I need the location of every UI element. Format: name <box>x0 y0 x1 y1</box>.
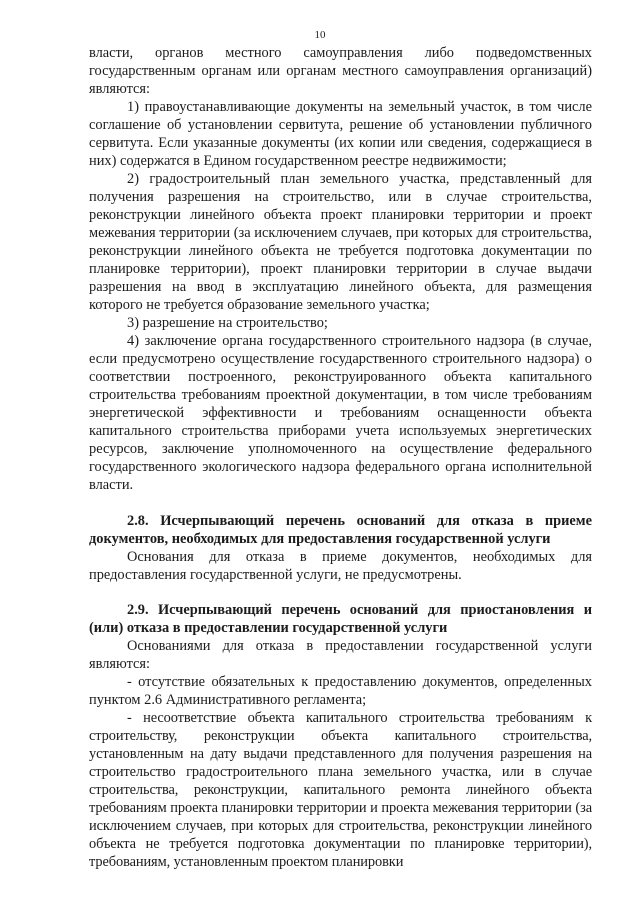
list-item-title-documents: 1) правоустанавливающие документы на земельный участок, в том числе соглашение об установлении сервитута, решение об установлении публичного сервитута. Если указанные документы (их копии или сведения, содержащиеся в них) содержатся в Едином государственном реестре недвижимости; <box>89 99 592 169</box>
paragraph-no-grounds-refusal: Основания для отказа в приеме документов, необходимых для предоставления государственной услуги, не предусмотрены. <box>89 549 592 583</box>
list-item-construction-permit: 3) разрешение на строительство; <box>127 315 328 331</box>
paragraph-grounds-intro: Основаниями для отказа в предоставлении государственной услуги являются: <box>89 638 592 672</box>
paragraph-authorities-continued: власти, органов местного самоуправления либо подведомственных государственным органам или органам местного самоуправления организаций) являются: <box>89 45 592 97</box>
list-item-noncompliance: - несоответствие объекта капитального строительства требованиям к строительству, реконструкции объекта капитального строительства, установленным на дату выдачи представленного для получения разрешения на строительство градостроительного плана земельного участка, или в случае строительства, реконструкции, капитального ремонта линейного объекта требованиям проекта планировки территории и проекта межевания территории (за исключением случаев, при которых для строительства, реконструкции линейного объекта не требуется подготовка документации по планировке территории), требованиям, установленным проектом планировки <box>89 710 592 870</box>
section-heading-2-8: 2.8. Исчерпывающий перечень оснований для отказа в приеме документов, необходимых для предоставления государственной услуги <box>89 513 592 547</box>
list-item-urban-plan: 2) градостроительный план земельного участка, представленный для получения разрешения на строительство, или в случае строительства, реконструкции линейного объекта проект планировки территории и проект межевания территории (за исключением случаев, при которых для строительства, реконструкции линейного объекта не требуется подготовка документации по планировке территории), проект планировки территории в случае выдачи разрешения на ввод в эксплуатацию линейного объекта, для размещения которого не требуется образование земельного участка; <box>89 171 592 313</box>
list-item-supervision-conclusion: 4) заключение органа государственного строительного надзора (в случае, если предусмотрено осуществление государственного строительного надзора) о соответствии построенного, реконструированного объекта капитального строительства требованиям проектной документации, в том числе требованиям энергетической эффективности и требованиям оснащенности объекта капитального строительства приборами учета используемых энергетических ресурсов, заключение уполномоченного на осуществление федерального государственного экологического надзора федерального органа исполнительной власти. <box>89 333 592 493</box>
list-item-missing-documents: - отсутствие обязательных к предоставлению документов, определенных пунктом 2.6 Административного регламента; <box>89 674 592 708</box>
page-number: 10 <box>314 29 326 41</box>
section-heading-2-9: 2.9. Исчерпывающий перечень оснований для приостановления и (или) отказа в предоставлении государственной услуги <box>89 602 592 636</box>
document-body <box>89 44 592 871</box>
